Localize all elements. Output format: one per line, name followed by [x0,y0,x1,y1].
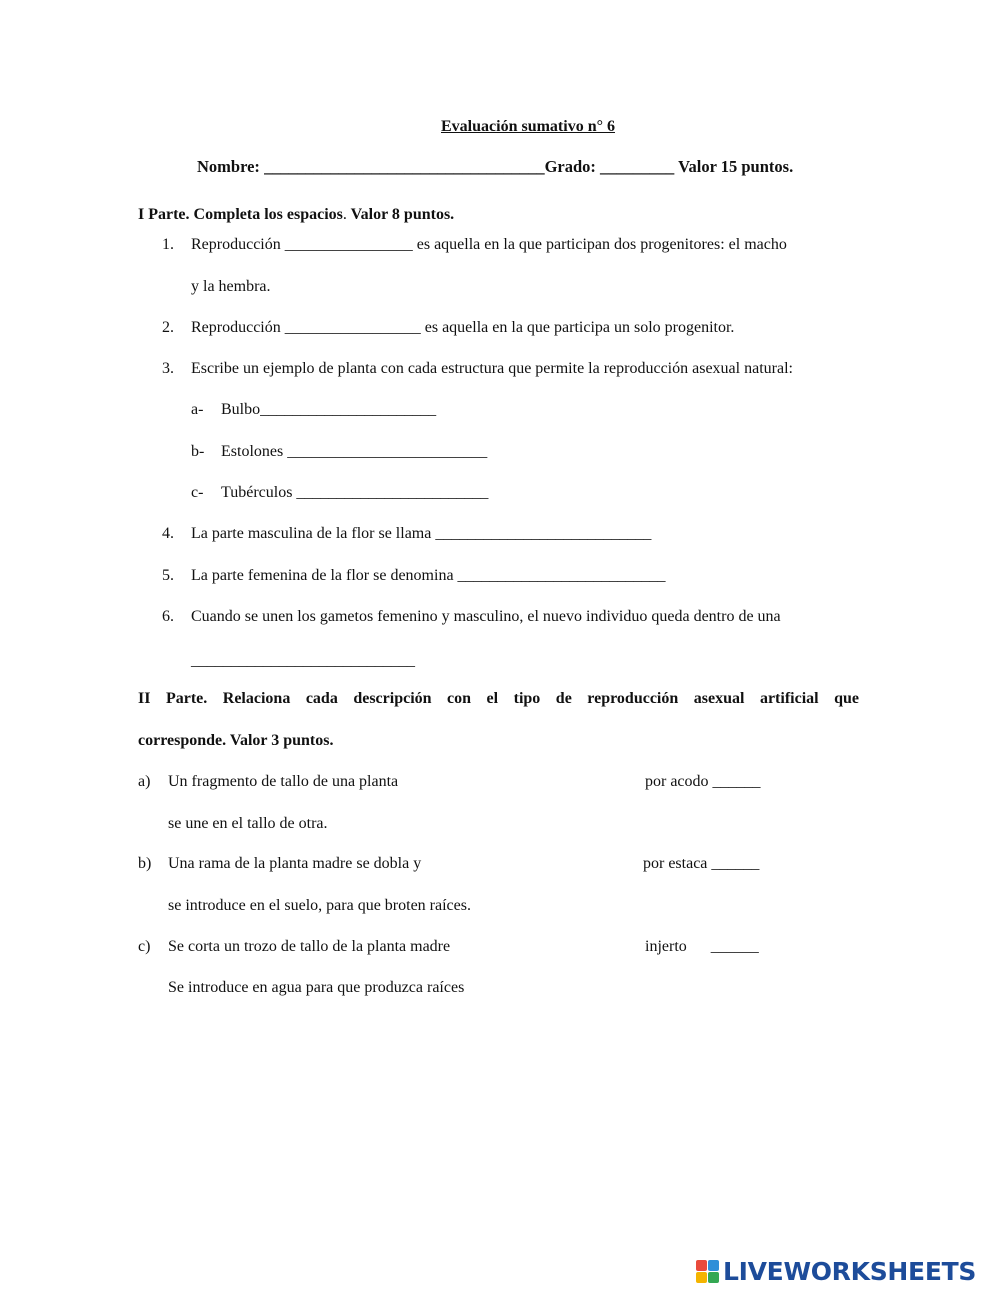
part2-heading-line2: corresponde. Valor 3 puntos. [138,732,334,749]
item-number: 6. [162,608,174,625]
subitem-bulbo[interactable]: Bulbo______________________ [221,401,437,418]
item-number: 3. [162,360,174,377]
match-b-line2: se introduce en el suelo, para que broten raíces. [168,897,471,914]
nombre-blank[interactable]: __________________________________ [264,157,545,176]
match-option-estaca[interactable]: por estaca ______ [643,855,760,872]
part1-heading-main: I Parte. Completa los espacios [138,206,343,223]
item-6-blank[interactable]: ____________________________ [191,652,415,669]
match-c-line2: Se introduce en agua para que produzca raíces [168,979,465,996]
match-c-line1: Se corta un trozo de tallo de la planta madre [168,938,451,955]
logo-square-icon [708,1260,719,1271]
worksheet-title: Evaluación sumativo n° 6 [441,118,615,135]
match-letter: a) [138,773,151,790]
item-3-text: Escribe un ejemplo de planta con cada estructura que permite la reproducción asexual natural: [191,360,793,377]
logo-square-icon [696,1272,707,1283]
item-1-continuation: y la hembra. [191,278,271,295]
item-1-text[interactable]: Reproducción ________________ es aquella en la que participan dos progenitores: el macho [191,236,787,253]
logo-mark-icon [696,1260,719,1283]
logo-square-icon [708,1272,719,1283]
subitem-letter: b- [191,443,205,460]
match-letter: c) [138,938,151,955]
match-letter: b) [138,855,152,872]
subitem-estolones[interactable]: Estolones _________________________ [221,443,488,460]
student-info-line [197,157,793,177]
part1-heading [138,205,454,225]
subitem-letter: c- [191,484,204,501]
liveworksheets-logo [696,1256,976,1286]
logo-square-icon [696,1260,707,1271]
part1-heading-value: Valor 8 puntos. [346,206,455,223]
logo-text: LIVEWORKSHEETS [723,1256,977,1286]
match-a-line2: se une en el tallo de otra. [168,815,328,832]
item-6-text: Cuando se unen los gametos femenino y masculino, el nuevo individuo queda dentro de una [191,608,781,625]
grado-label: Grado: [544,157,601,176]
subitem-letter: a- [191,401,204,418]
part1-heading-dot: . [342,206,347,223]
grado-blank[interactable]: _________ [600,157,675,176]
item-2-text[interactable]: Reproducción _________________ es aquella en la que participa un solo progenitor. [191,319,735,336]
item-4-text[interactable]: La parte masculina de la flor se llama ___________________________ [191,525,652,542]
part2-heading-line1: II Parte. Relaciona cada descripción con el tipo de reproducción asexual artificial que [138,690,859,707]
match-option-acodo[interactable]: por acodo ______ [645,773,761,790]
match-b-line1: Una rama de la planta madre se dobla y [168,855,422,872]
item-number: 1. [162,236,174,253]
item-number: 5. [162,567,174,584]
item-number: 2. [162,319,174,336]
nombre-label: Nombre: [197,157,265,176]
valor-total: Valor 15 puntos. [674,157,794,176]
subitem-tuberculos[interactable]: Tubérculos ________________________ [221,484,489,501]
match-a-line1: Un fragmento de tallo de una planta [168,773,399,790]
match-option-injerto[interactable]: injerto ______ [645,938,759,955]
item-5-text[interactable]: La parte femenina de la flor se denomina __________________________ [191,567,666,584]
item-number: 4. [162,525,174,542]
